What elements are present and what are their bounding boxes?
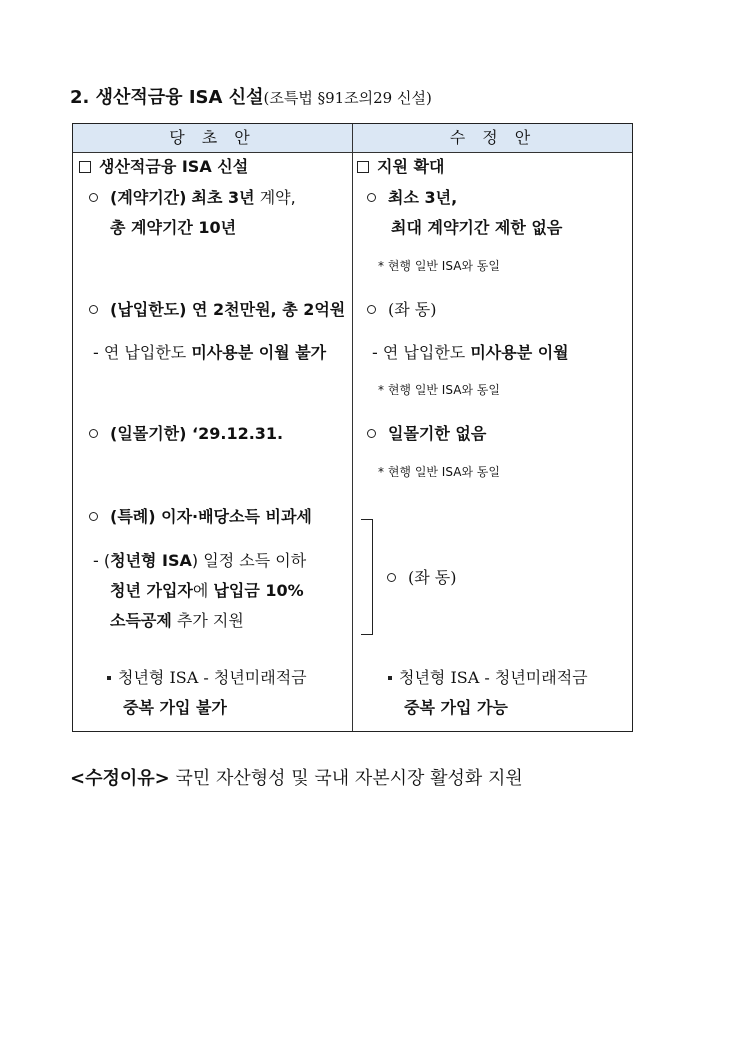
left-youth-line1: - (청년형 ISA) 일정 소득 이하 xyxy=(93,551,307,570)
column-divider xyxy=(352,124,353,731)
left-payment: (납입한도) 연 2천만원, 총 2억원 xyxy=(89,299,345,321)
square-bullet-icon xyxy=(388,676,392,680)
right-special: (좌 동) xyxy=(387,567,456,589)
right-note-1: * 현행 일반 ISA와 동일 xyxy=(378,259,500,273)
right-note-2: * 현행 일반 ISA와 동일 xyxy=(378,383,500,397)
right-dup-line1: 청년형 ISA - 청년미래적금 xyxy=(388,667,588,689)
circle-bullet-icon xyxy=(89,429,98,438)
left-contract-line2: 총 계약기간 10년 xyxy=(110,218,237,237)
section-reference: (조특법 §91조의29 신설) xyxy=(263,89,432,107)
circle-bullet-icon xyxy=(89,305,98,314)
section-title: 2. 생산적금융 ISA 신설 xyxy=(70,87,264,108)
right-payment: (좌 동) xyxy=(367,299,436,321)
circle-bullet-icon xyxy=(367,305,376,314)
right-payment-sub: - 연 납입한도 미사용분 이월 xyxy=(372,343,569,362)
circle-bullet-icon xyxy=(89,193,98,202)
left-contract-line1: (계약기간) 최초 3년 계약, xyxy=(89,187,296,209)
square-bullet-icon xyxy=(107,676,111,680)
left-dup-line1: 청년형 ISA - 청년미래적금 xyxy=(107,667,307,689)
header-original: 당 초 안 xyxy=(169,128,256,147)
left-youth-line2: 청년 가입자에 납입금 10% xyxy=(110,581,304,600)
left-dup-line2: 중복 가입 불가 xyxy=(123,698,227,717)
circle-bullet-icon xyxy=(89,512,98,521)
checkbox-square-icon xyxy=(357,161,369,173)
right-contract-line1: 최소 3년, xyxy=(367,187,457,209)
right-contract-line2: 최대 계약기간 제한 없음 xyxy=(391,218,563,237)
section-heading xyxy=(70,86,432,110)
grouping-bracket xyxy=(361,519,373,635)
right-dup-line2: 중복 가입 가능 xyxy=(404,698,508,717)
header-revised: 수 정 안 xyxy=(449,128,537,147)
reason-label: <수정이유> xyxy=(70,768,170,789)
right-subject: 지원 확대 xyxy=(357,156,444,178)
left-special: (특례) 이자·배당소득 비과세 xyxy=(89,506,312,528)
right-note-3: * 현행 일반 ISA와 동일 xyxy=(378,465,500,479)
left-youth-line3: 소득공제 추가 지원 xyxy=(110,611,244,630)
right-deadline: 일몰기한 없음 xyxy=(367,423,486,445)
left-subject: 생산적금융 ISA 신설 xyxy=(79,156,248,178)
left-payment-sub: - 연 납입한도 미사용분 이월 불가 xyxy=(93,343,327,362)
circle-bullet-icon xyxy=(387,573,396,582)
circle-bullet-icon xyxy=(367,193,376,202)
checkbox-square-icon xyxy=(79,161,91,173)
left-deadline: (일몰기한) ‘29.12.31. xyxy=(89,423,283,445)
revision-reason xyxy=(70,767,523,791)
comparison-table xyxy=(72,123,633,732)
reason-text: 국민 자산형성 및 국내 자본시장 활성화 지원 xyxy=(175,768,523,789)
circle-bullet-icon xyxy=(367,429,376,438)
